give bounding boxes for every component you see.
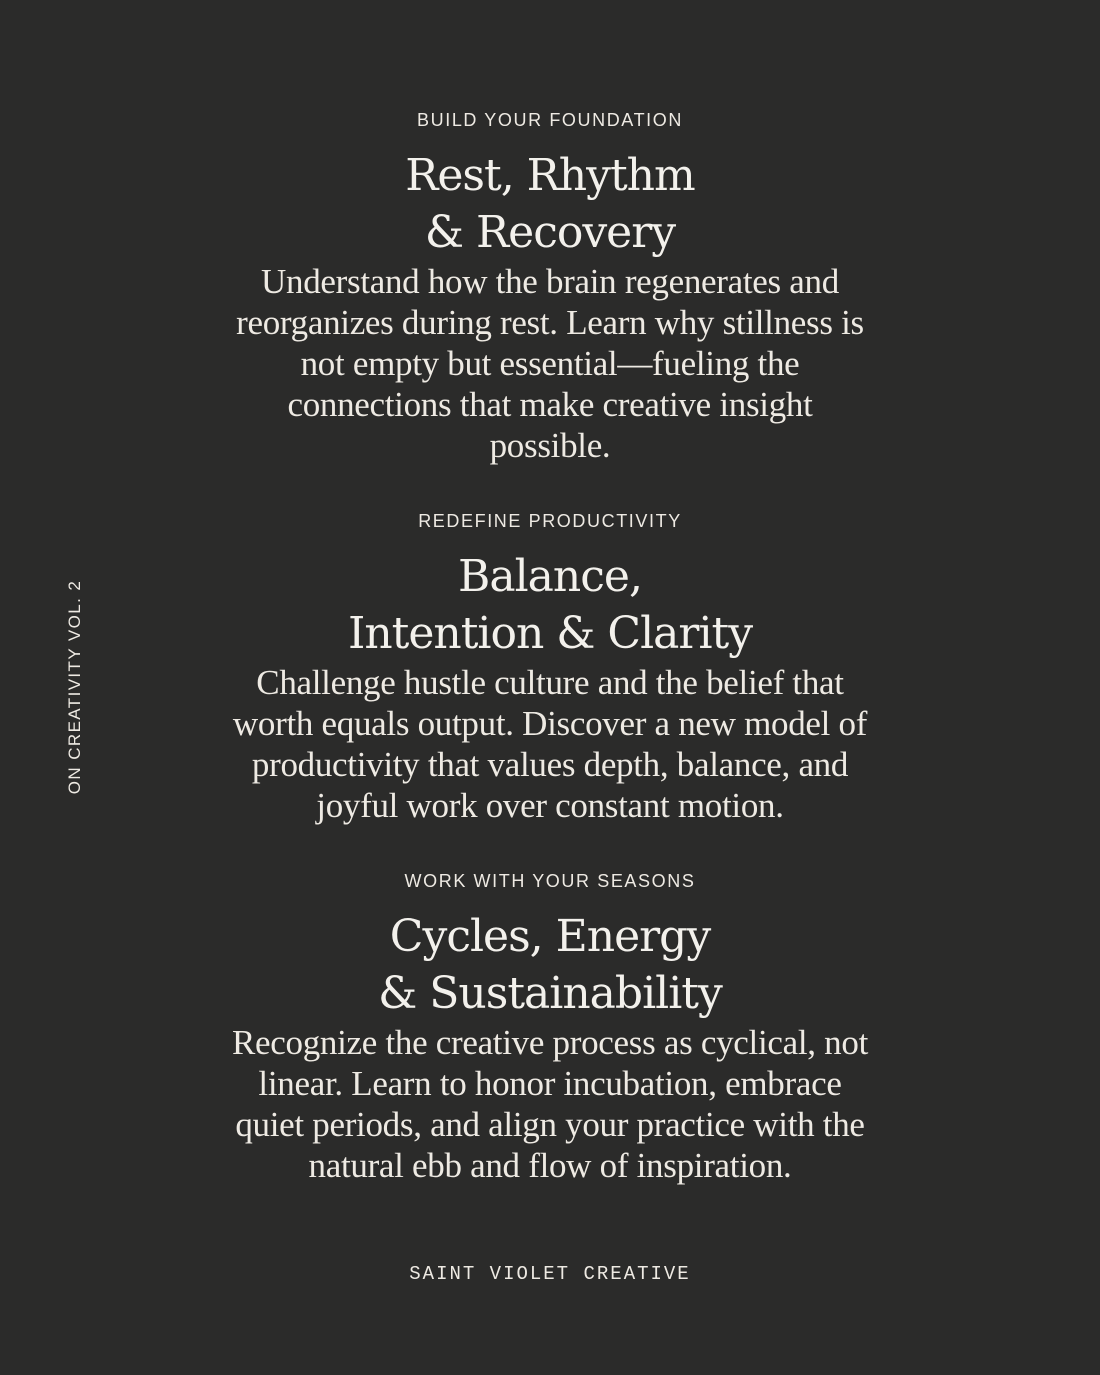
brand-footer: SAINT VIOLET CREATIVE	[409, 1263, 691, 1285]
section-title-line: Intention & Clarity	[347, 608, 753, 659]
side-label: ON CREATIVITY VOL. 2	[65, 579, 84, 795]
body-line: not empty but essential—fueling the	[300, 344, 800, 383]
section-balance-intention-clarity	[180, 509, 920, 826]
section-title-line: Rest, Rhythm	[405, 150, 695, 201]
body-line: worth equals output. Discover a new model of	[232, 704, 868, 743]
body-line: joyful work over constant motion.	[316, 786, 784, 825]
body-line: natural ebb and flow of inspiration.	[308, 1146, 792, 1185]
section-title	[180, 548, 920, 662]
section-body	[180, 1022, 920, 1186]
section-title	[180, 147, 920, 261]
section-eyebrow: WORK WITH YOUR SEASONS	[404, 871, 696, 891]
section-title-line: & Recovery	[424, 207, 676, 258]
section-title-line: Balance,	[458, 551, 642, 602]
body-line: Challenge hustle culture and the belief that	[256, 663, 844, 702]
section-eyebrow: REDEFINE PRODUCTIVITY	[418, 511, 682, 531]
section-title-line: & Sustainability	[378, 968, 722, 1019]
section-body	[180, 261, 920, 466]
body-line: Recognize the creative process as cyclical, not	[231, 1023, 868, 1062]
body-line: Understand how the brain regenerates and	[261, 262, 839, 301]
section-cycles-energy-sustainability	[180, 869, 920, 1186]
section-title	[180, 908, 920, 1022]
section-body	[180, 662, 920, 826]
body-line: reorganizes during rest. Learn why stillness is	[236, 303, 864, 342]
section-title-line: Cycles, Energy	[389, 911, 711, 962]
section-eyebrow: BUILD YOUR FOUNDATION	[417, 110, 683, 130]
body-line: connections that make creative insight	[287, 385, 813, 424]
body-line: quiet periods, and align your practice with the	[235, 1105, 865, 1144]
body-line: possible.	[489, 426, 611, 465]
body-line: productivity that values depth, balance, and	[251, 745, 849, 784]
section-rest-rhythm-recovery	[180, 108, 920, 466]
body-line: linear. Learn to honor incubation, embrace	[258, 1064, 842, 1103]
